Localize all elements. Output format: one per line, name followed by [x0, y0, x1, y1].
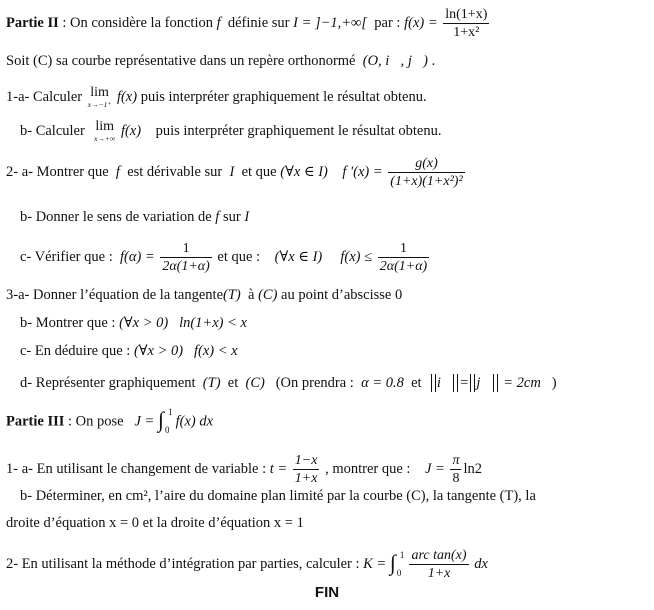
curve-line	[6, 52, 435, 70]
p3q1a-fraction	[293, 452, 320, 487]
q2a-set: I	[229, 163, 235, 180]
p3q1a-lhs: t =	[269, 460, 288, 477]
q1b-lim-word: lim	[95, 119, 115, 134]
q2c-numerator2: 1	[378, 240, 429, 258]
q3d-label: d- Représenter graphiquement	[20, 375, 196, 391]
q2c-lhs2: f(x) ≤	[340, 248, 373, 265]
q3a-to: à	[248, 287, 255, 303]
p3q1b-line1	[20, 487, 536, 505]
q3c-quant: (∀x > 0)	[133, 343, 184, 359]
q2c-lhs: f(α) =	[119, 248, 155, 265]
p3q1a-lhs2: J =	[424, 460, 445, 477]
p3q1a-line	[6, 452, 482, 487]
partie3-intro: : On pose	[64, 413, 124, 430]
partie2-fx-lhs: f(x) =	[404, 14, 438, 31]
p3q1b-text2: droite d’équation x = 0 et la droite d’équation x = 1	[6, 515, 304, 531]
p3q2-numerator: arc tan(x)	[411, 548, 467, 563]
q2c-fraction	[160, 240, 211, 275]
q3c-line	[20, 342, 238, 360]
q1a-lim-word: lim	[90, 85, 109, 100]
p3q1a-label: 1- a- En utilisant le changement de variable :	[6, 460, 267, 477]
norm-i	[431, 374, 458, 392]
partie3-integral	[157, 407, 173, 435]
q2a-line	[6, 155, 467, 190]
q1b-rest: puis interpréter graphiquement le résultat obtenu.	[155, 122, 442, 139]
frame: (O, i⃗, j⃗)	[362, 53, 428, 69]
q1b-label: b- Calculer	[20, 122, 85, 139]
p3q2-integral	[389, 549, 405, 578]
q1a-lim-expr: f(x)	[116, 88, 138, 105]
q3d-et2: et	[411, 375, 422, 391]
q1a-lim-sub: x→−1⁺	[87, 100, 112, 109]
q2c-fraction2	[378, 240, 429, 275]
q2a-mid: est dérivable sur	[127, 163, 223, 180]
q3b-label: b- Montrer que :	[20, 315, 116, 331]
q3d-t: (T)	[202, 375, 221, 391]
q3d-c: (C)	[245, 375, 265, 391]
norm-i-inner: i⃗	[436, 375, 453, 391]
q3a-t: (T)	[223, 287, 241, 303]
integral-upper-2: 1	[399, 549, 405, 560]
p3q2-fraction	[409, 547, 468, 582]
partie3-expr: f(x) dx	[175, 413, 214, 430]
q2b-set: I	[244, 209, 250, 225]
q3a-c: (C)	[258, 287, 278, 303]
q3d-close: )	[551, 375, 557, 391]
partie2-fx-denominator: 1+x²	[453, 25, 480, 40]
q2a-numerator: g(x)	[388, 155, 464, 173]
q2a-quant: (∀x ∈ I)	[280, 163, 328, 180]
partie2-fx-numerator: ln(1+x)	[445, 7, 488, 22]
integral-upper: 1	[167, 407, 173, 417]
partie2-par: par :	[374, 14, 401, 31]
q1a-limit	[88, 86, 112, 109]
curve-sentence: Soit (C) sa courbe représentative dans un repère orthonormé	[6, 53, 356, 69]
partie3-line	[6, 407, 214, 435]
q1b-lim-expr: f(x)	[120, 122, 142, 139]
q2a-and-that: et que	[241, 163, 277, 180]
q2b-on: sur	[222, 209, 241, 225]
partie2-title: Partie II	[6, 14, 59, 31]
partie2-domain: I = ]−1,+∞[	[293, 14, 368, 31]
q2c-denominator: 2α(1+α)	[162, 259, 210, 274]
partie3-lhs: J =	[134, 413, 155, 430]
p3q1a-tail: ln2	[463, 460, 482, 477]
q2b-text: b- Donner le sens de variation de	[20, 209, 212, 225]
q3d-unit: = 2cm	[503, 375, 541, 391]
q2a-label: 2- a- Montrer que	[6, 163, 109, 180]
integral-sign: ∫	[157, 407, 164, 432]
p3q2-label: 2- En utilisant la méthode d’intégration par parties, calculer :	[6, 555, 360, 572]
q2c-label: c- Vérifier que :	[20, 248, 113, 265]
q3b-expr: ln(1+x) < x	[179, 315, 247, 331]
q3d-line: d- Représenter graphiquement (T) et (C) (On prendra : α = 0.8 et i⃗ = j⃗ = 2cm )	[20, 375, 557, 391]
partie2-fraction	[443, 6, 489, 41]
q2b-func: f	[215, 209, 220, 225]
fin-label: FIN	[314, 584, 340, 601]
p3q1a-fraction2	[450, 452, 461, 487]
q3a-rest: au point d’abscisse 0	[281, 287, 403, 303]
p3q1a-numerator2: π	[452, 453, 460, 468]
q3b-line	[20, 314, 247, 332]
q1b-line	[20, 120, 441, 143]
q2a-lhs: f '(x) =	[342, 163, 383, 180]
q3a-text: 3-a- Donner l’équation de la tangente	[6, 287, 224, 303]
p3q1a-denominator: 1+x	[294, 471, 318, 486]
q2a-func: f	[115, 163, 120, 180]
q1b-limit	[94, 120, 115, 143]
integral-lower: 0	[164, 425, 170, 435]
norm-j-inner: j⃗	[476, 375, 492, 391]
p3q2-line	[6, 547, 488, 582]
q3b-quant: (∀x > 0)	[119, 315, 169, 331]
q2c-numerator: 1	[160, 240, 211, 258]
q1a-line	[6, 86, 427, 109]
q3c-expr: f(x) < x	[193, 343, 238, 359]
q2c-denominator2: 2α(1+α)	[379, 259, 428, 274]
p3q2-lhs: K =	[363, 555, 387, 572]
q2b-line	[20, 208, 249, 226]
q1b-lim-sub: x→+∞	[94, 134, 116, 143]
p3q1a-mid: , montrer que :	[325, 460, 411, 477]
q2c-and-that: et que :	[217, 248, 261, 265]
partie2-line	[6, 6, 491, 41]
partie2-defined-on: définie sur	[227, 14, 290, 31]
norm-j	[470, 374, 497, 392]
p3q2-denominator: 1+x	[427, 566, 451, 581]
p3q1b-line2	[6, 514, 304, 532]
frame-end: .	[431, 53, 436, 69]
q3a-line	[6, 286, 402, 304]
integral-sign-2: ∫	[389, 549, 396, 575]
partie2-func: f	[216, 14, 221, 31]
p3q1a-numerator: 1−x	[294, 453, 318, 468]
partie3-title: Partie III	[6, 413, 65, 430]
q2c-line	[20, 240, 431, 275]
p3q2-dx: dx	[474, 555, 488, 572]
partie2-intro: : On considère la fonction	[58, 14, 217, 31]
q3d-et: et	[227, 375, 239, 391]
q2a-denominator: (1+x)(1+x²)²	[390, 174, 463, 189]
integral-lower-2: 0	[396, 567, 402, 578]
q3d-paren: (On prendra :	[275, 375, 354, 391]
q3d-alpha: α = 0.8	[361, 375, 404, 391]
q2c-quant: (∀x ∈ I)	[274, 248, 323, 265]
q3c-label: c- En déduire que :	[20, 343, 131, 359]
q2a-fraction	[388, 155, 464, 190]
p3q1a-denominator2: 8	[452, 471, 460, 486]
q1a-label: 1-a- Calculer	[6, 88, 83, 105]
p3q1b-text1: b- Déterminer, en cm², l’aire du domaine plan limité par la courbe (C), la tangente (T), la	[20, 488, 536, 504]
q1a-rest: puis interpréter graphiquement le résultat obtenu.	[140, 88, 427, 105]
